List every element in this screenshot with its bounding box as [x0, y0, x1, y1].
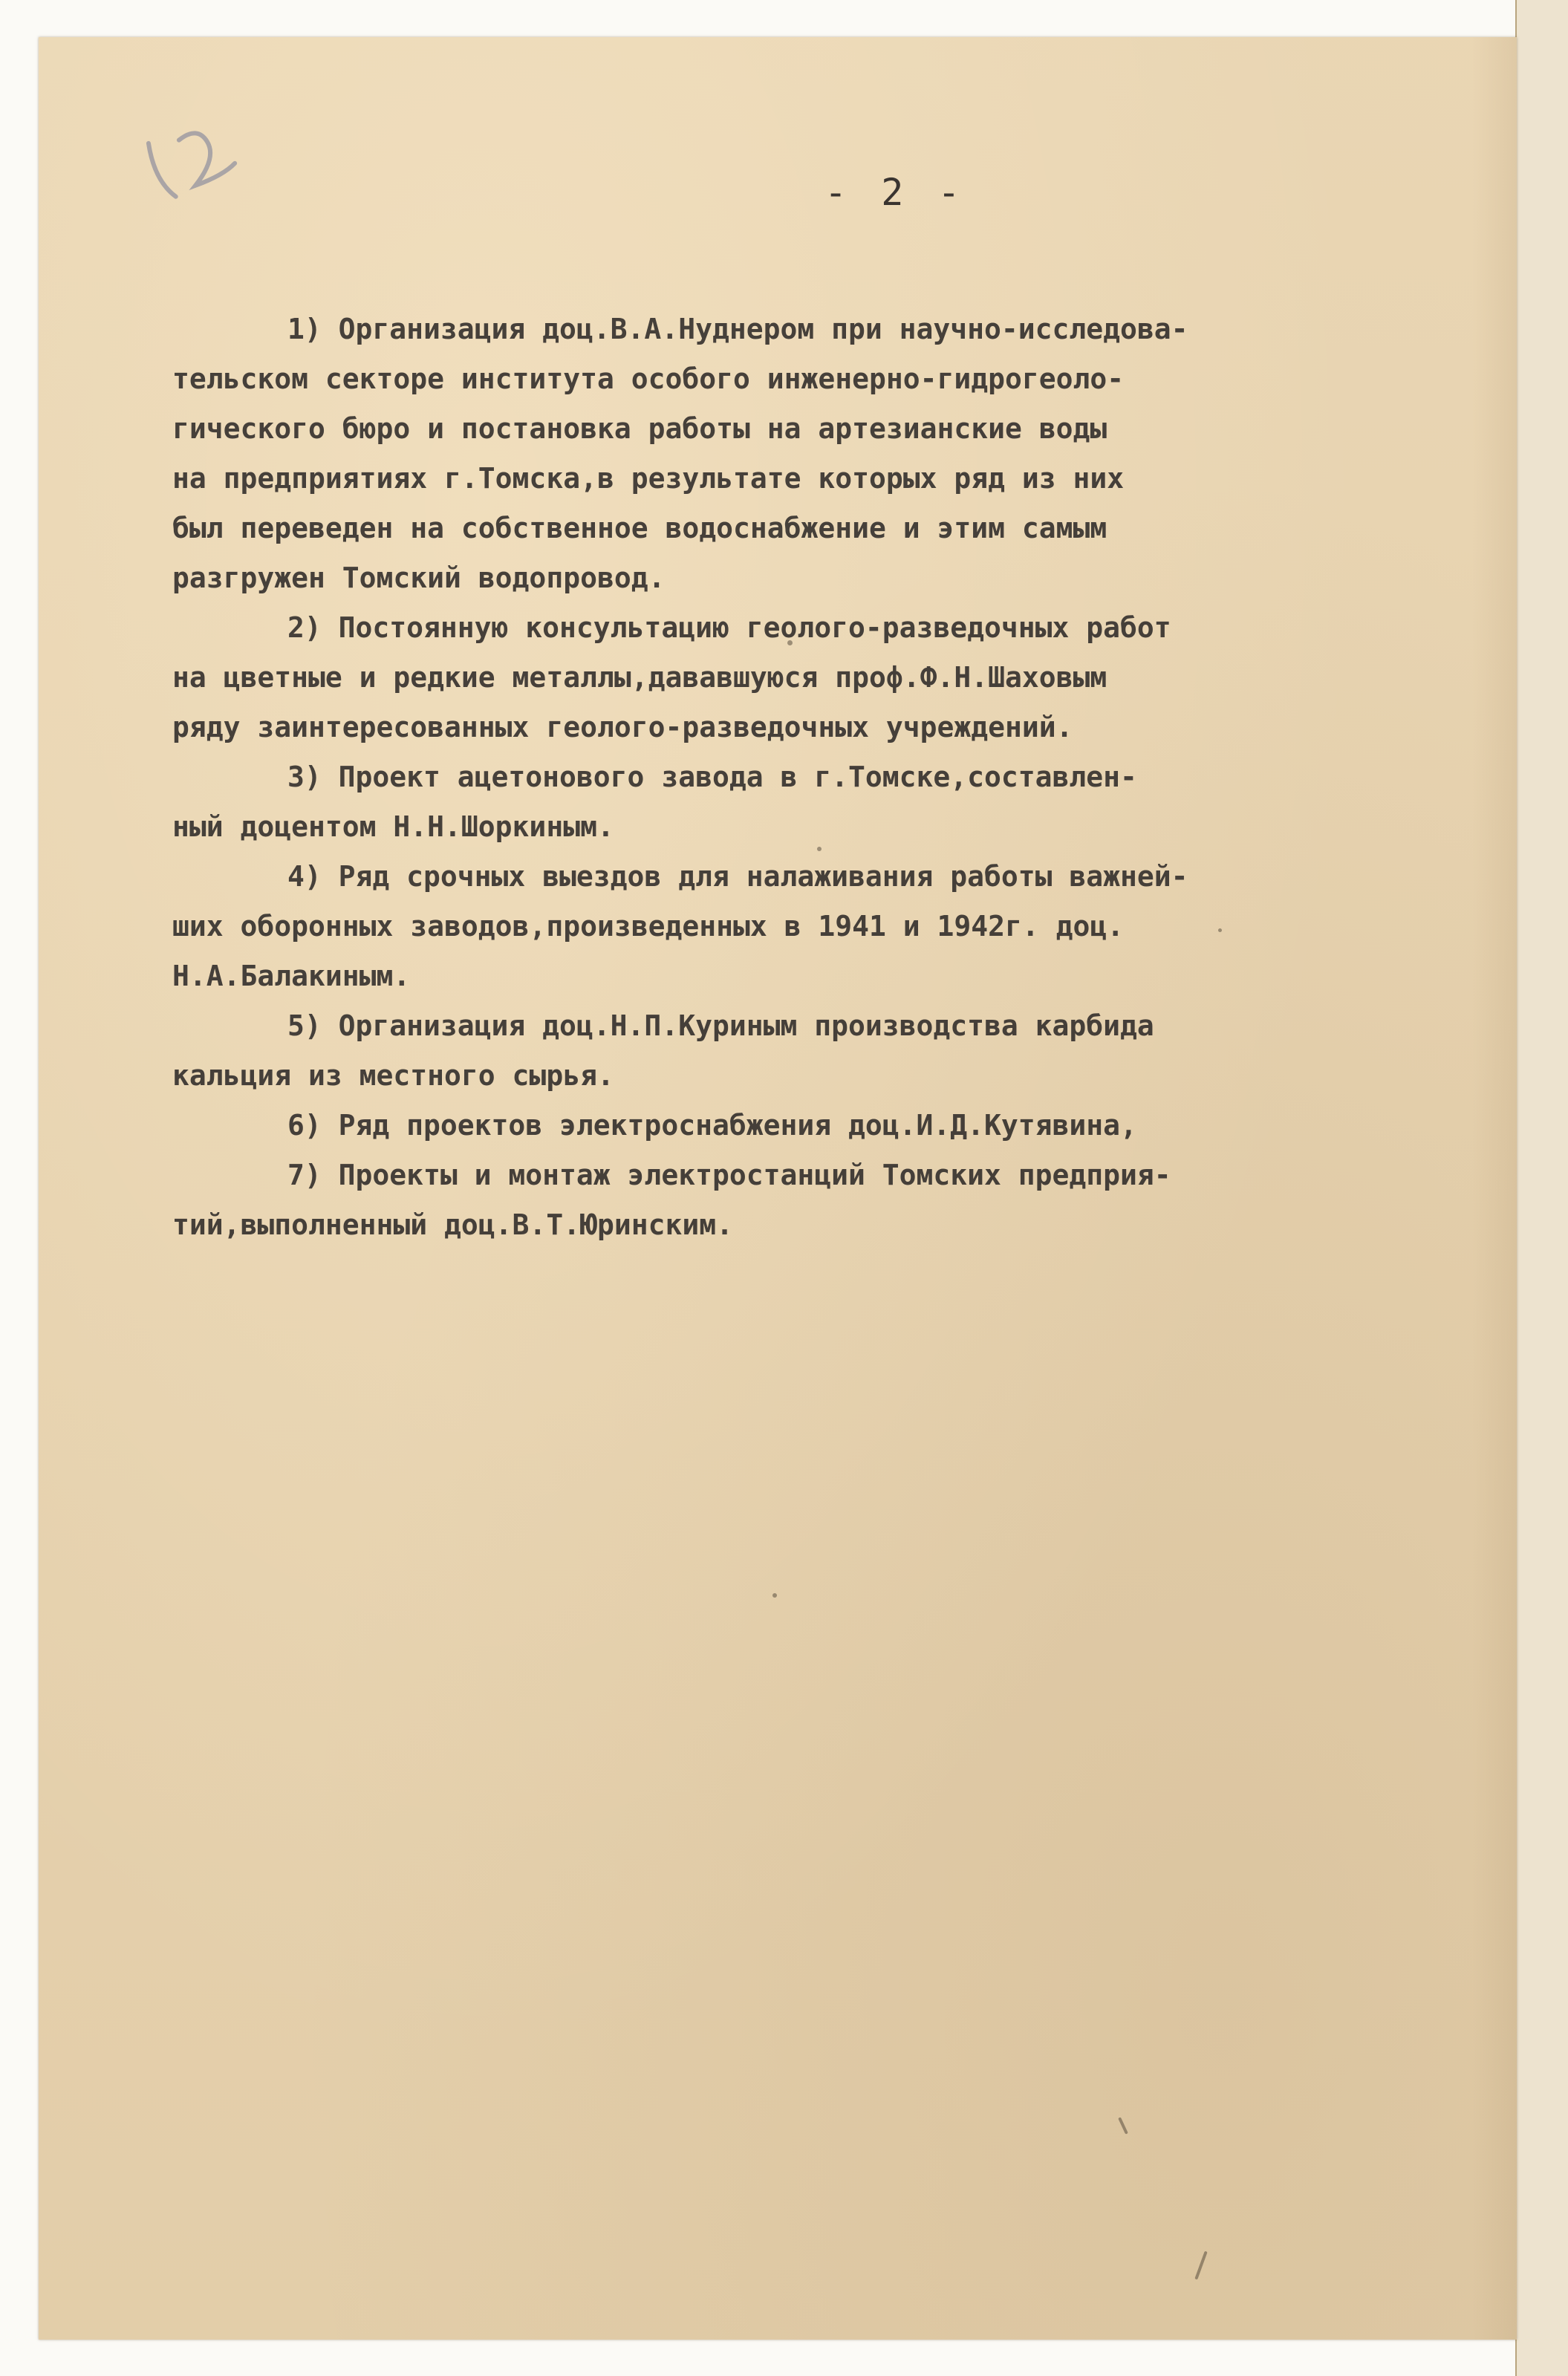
paper-speck	[772, 1593, 777, 1598]
adjacent-page-edge	[1515, 0, 1568, 2376]
paragraph-2	[172, 603, 1465, 752]
text-line: 5) Организация доц.Н.П.Куриным производства карбида	[287, 1009, 1154, 1042]
text-line: тий,выполненный доц.В.Т.Юринским.	[172, 1208, 733, 1241]
text-line: Н.А.Балакиным.	[172, 960, 411, 992]
text-line: 1) Организация доц.В.А.Нуднером при научно-исследова-	[287, 313, 1188, 345]
text-line: 3) Проект ацетонового завода в г.Томске,составлен-	[287, 761, 1137, 793]
paragraph-4	[172, 852, 1465, 1001]
text-line: 7) Проекты и монтаж электростанций Томских предприя-	[287, 1159, 1171, 1191]
text-line: ших оборонных заводов,произведенных в 1941 и 1942г. доц.	[172, 910, 1125, 943]
text-line: на предприятиях г.Томска,в результате которых ряд из них	[172, 462, 1125, 495]
paragraph-7	[172, 1150, 1465, 1250]
sheet-shadow	[1472, 37, 1517, 2340]
paragraph-6	[172, 1101, 1465, 1150]
page-number: - 2 -	[824, 171, 966, 214]
document-body	[172, 305, 1465, 1250]
paragraph-5	[172, 1001, 1465, 1101]
text-line: 2) Постоянную консультацию геолого-разведочных работ	[287, 611, 1171, 644]
paper-speck	[1218, 928, 1222, 932]
text-line: разгружен Томский водопровод.	[172, 562, 666, 594]
paper-speck	[817, 847, 822, 851]
paragraph-1	[172, 305, 1465, 603]
text-line: на цветные и редкие металлы,дававшуюся проф.Ф.Н.Шаховым	[172, 661, 1107, 694]
text-line: ный доцентом Н.Н.Шоркиным.	[172, 810, 614, 843]
text-line: гического бюро и постановка работы на артезианские воды	[172, 412, 1107, 445]
paragraph-3	[172, 752, 1465, 852]
text-line: ряду заинтересованных геолого-разведочных учреждений.	[172, 711, 1073, 743]
text-line: тельском секторе института особого инженерно-гидрогеоло-	[172, 362, 1125, 395]
text-line: 6) Ряд проектов электроснабжения доц.И.Д.Кутявина,	[287, 1109, 1137, 1142]
text-line: кальция из местного сырья.	[172, 1059, 614, 1092]
text-line: был переведен на собственное водоснабжение и этим самым	[172, 512, 1107, 544]
text-line: 4) Ряд срочных выездов для налаживания работы важней-	[287, 860, 1188, 893]
paper-speck	[787, 640, 793, 645]
